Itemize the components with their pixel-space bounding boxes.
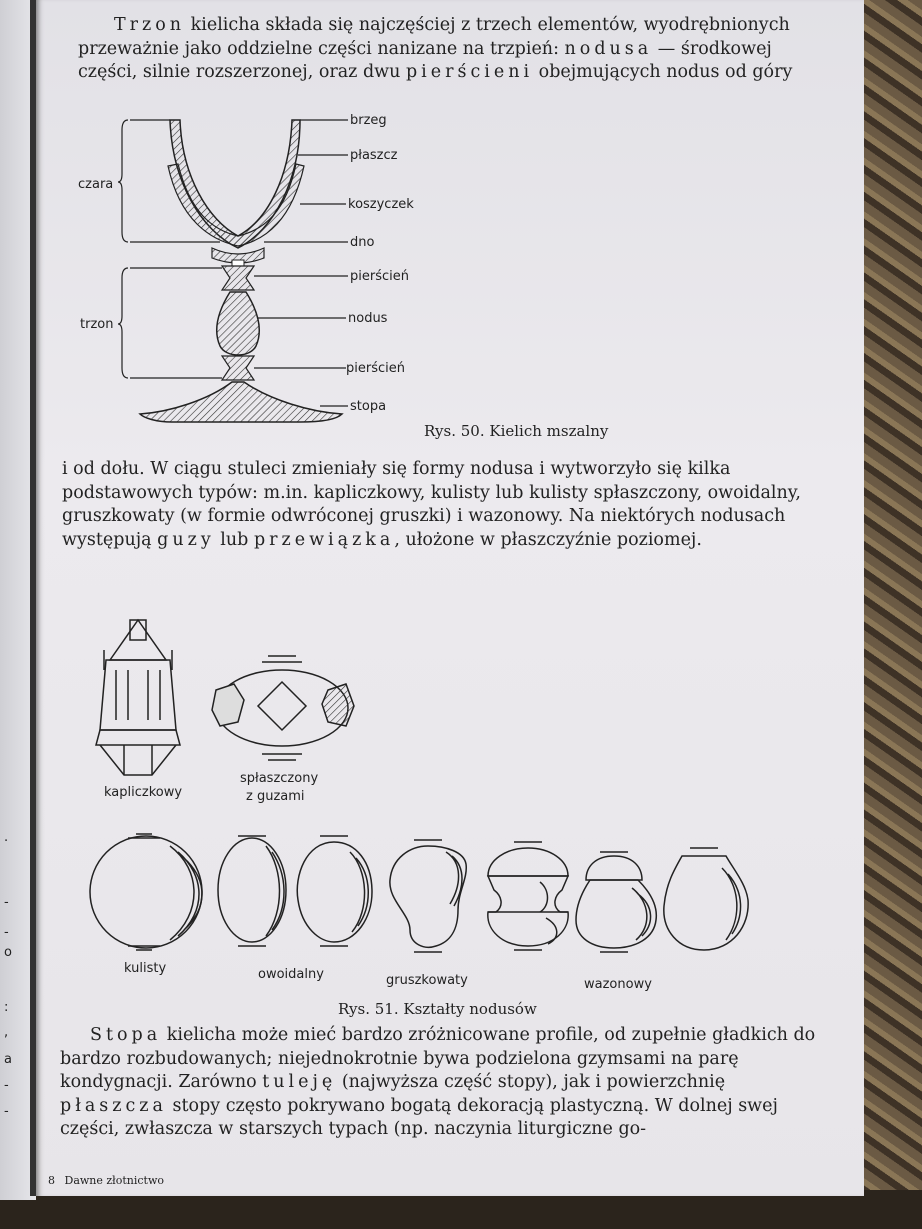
nodus-splaszczony-z-guzami xyxy=(212,656,354,760)
background-carpet xyxy=(860,0,922,1229)
left-page-mark: - xyxy=(4,925,9,940)
left-page-mark: a xyxy=(4,1052,12,1067)
label-wazonowy: wazonowy xyxy=(584,977,652,992)
nodus-kulisty xyxy=(90,834,202,950)
label-pierscien-lower: pierścień xyxy=(346,361,405,376)
paragraph-3 xyxy=(60,1024,820,1142)
nodus-owoidalny-1 xyxy=(218,836,286,946)
spaced-term: tuleję xyxy=(262,1072,337,1092)
label-pierscien-upper: pierścień xyxy=(350,269,409,284)
left-page-mark: o xyxy=(4,945,12,960)
label-plaszcz: płaszcz xyxy=(350,148,398,163)
text: (najwyższa część stopy), jak i powierzchnię xyxy=(336,1072,726,1092)
text: i od dołu. W ciągu stuleci zmieniały się formy nodusa i wytworzyło się kilka podstawowych typów: m.in. kapliczkowy, kulisty lub kulisty spłaszczony, owoidalny, gruszkowaty (w formie odwróconej gruszki) i wazonowy. Na niektórych nodusach występują xyxy=(62,459,801,550)
figure-51-caption: Rys. 51. Kształty nodusów xyxy=(338,1000,537,1018)
chalice-drawing xyxy=(140,120,342,422)
text: , ułożone w płaszczyźnie poziomej. xyxy=(394,529,702,550)
nodus-kapliczkowy xyxy=(96,620,180,775)
paragraph-2 xyxy=(62,458,820,552)
text: stopy często pokrywano bogatą dekoracją plastyczną. W dolnej swej części, zwłaszcza w starszych typach (np. naczynia liturgiczne go- xyxy=(60,1095,778,1139)
label-splaszczony: spłaszczony xyxy=(240,771,319,786)
paragraph-1 xyxy=(78,14,820,85)
label-kapliczkowy: kapliczkowy xyxy=(104,785,183,800)
label-kulisty: kulisty xyxy=(124,961,167,976)
label-owoidalny: owoidalny xyxy=(258,967,324,982)
label-trzon: trzon xyxy=(80,317,114,332)
footer-text: Dawne złotnictwo xyxy=(64,1174,165,1187)
text: — środkowej części, silnie rozszerzonej, oraz dwu xyxy=(78,38,772,82)
page-number: 8 xyxy=(48,1174,55,1187)
figure-50-chalice xyxy=(60,100,640,450)
left-page-mark: : xyxy=(4,1000,9,1015)
left-page-mark: - xyxy=(4,1104,9,1119)
label-gruszkowaty: gruszkowaty xyxy=(386,973,468,988)
spaced-term: pierścieni xyxy=(405,62,534,82)
text: kielicha może mieć bardzo zróżnicowane profile, od zupełnie gładkich do bardzo rozbudowanych; niejednokrotnie bywa podzielona gzymsami na parę kondygnacji. Zarówno xyxy=(60,1025,816,1092)
spaced-term: guzy xyxy=(157,529,215,550)
page-footer xyxy=(48,1174,164,1187)
text: kielicha składa się najczęściej z trzech elementów, wyodrębnionych przeważnie jako oddzielne części nanizane na trzpień: xyxy=(78,15,790,59)
nodus-owoidalny-2 xyxy=(297,836,372,946)
text: lub xyxy=(214,529,254,550)
left-page-mark: - xyxy=(4,1078,9,1093)
left-page-mark: . xyxy=(4,830,9,845)
label-stopa: stopa xyxy=(350,399,387,414)
spaced-term: płaszcza xyxy=(60,1095,167,1116)
nodus-gruszkowaty xyxy=(390,840,466,952)
spaced-term: Trzon xyxy=(114,15,186,35)
label-z-guzami: z guzami xyxy=(246,789,305,804)
nodus-wazonowy-3 xyxy=(664,848,748,950)
spaced-term: nodusa xyxy=(564,38,653,59)
page-spine xyxy=(30,0,36,1196)
label-koszyczek: koszyczek xyxy=(348,197,414,212)
label-nodus: nodus xyxy=(348,311,388,326)
figure-50-caption: Rys. 50. Kielich mszalny xyxy=(424,422,609,440)
left-page-mark: - xyxy=(4,895,9,910)
nodus-wazonowy-1 xyxy=(488,842,568,950)
spaced-term: Stopa xyxy=(90,1025,162,1045)
label-czara: czara xyxy=(78,177,114,192)
left-page-mark: , xyxy=(4,1025,9,1040)
label-brzeg: brzeg xyxy=(350,113,387,128)
spaced-term: przewiązka xyxy=(253,529,395,550)
text: obejmujących nodus od góry xyxy=(533,62,793,82)
nodus-wazonowy-2 xyxy=(576,852,656,952)
label-dno: dno xyxy=(350,235,375,250)
figure-51-nodus-shapes xyxy=(70,600,790,1020)
